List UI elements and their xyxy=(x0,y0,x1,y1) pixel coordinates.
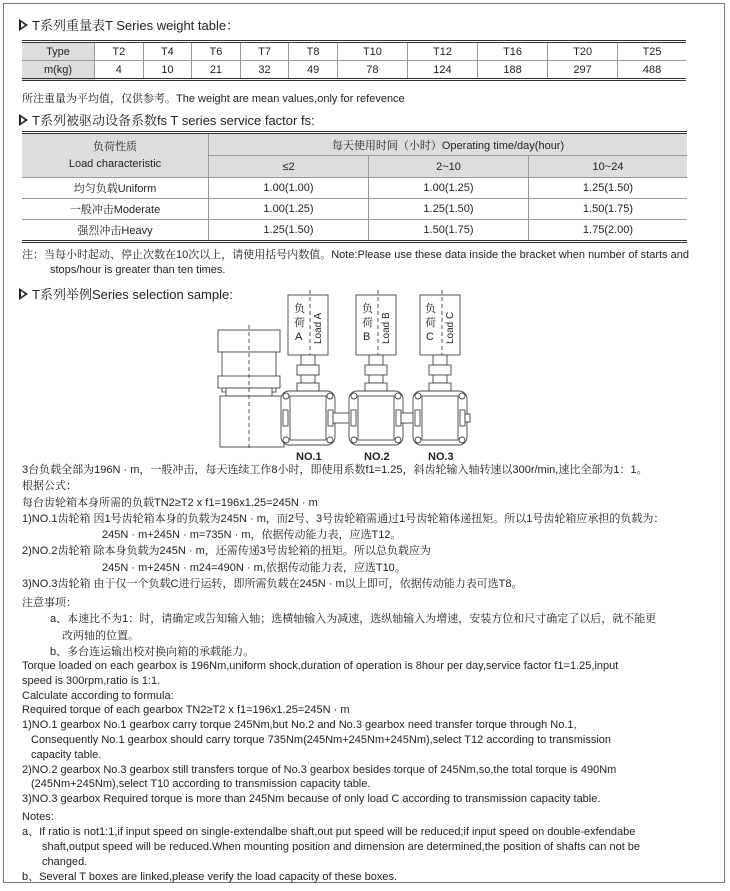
gearbox-body xyxy=(422,396,458,440)
weight-cell: 49 xyxy=(289,61,338,80)
load-label-en: Load A xyxy=(313,312,324,344)
load-label: 均匀负载Uniform xyxy=(22,178,209,199)
coupling xyxy=(429,365,451,375)
time-range-header: ≤2 xyxy=(209,156,369,178)
weight-cell: 4 xyxy=(95,61,144,80)
english-calculation: Torque loaded on each gearbox is 196Nm,uniform shock,duration of operation is 8hour per day,service factor f1=1.25,input speed is 300rpm,ratio is 1:1. Calculate according to formula: Required torque of each gearbox TN2≥T2 x f1=196x1.25=245N · m 1)NO.1 gearbox No.1 gearbox carry torque 245Nm,but No.2 and No.3 gearbox need transfer torque through No.1, Consequently No.1 gearbox should carry torque 735Nm(245Nm+245Nm+245Nm),select T12 according to transmission capacity table. 2)NO.2 gearbox No.3 gearbox still transfers torque of No.3 gearbox besides torque of 245Nm,so,the total torque is 490Nm (245Nm+245Nm),select T10 according to transmission capacity table. 3)NO.3 gearbox Required torque is more than 245Nm because of only load C according to transmission capacity table. xyxy=(22,660,619,806)
weight-cell: 124 xyxy=(407,61,477,80)
load-characteristic-header: 负荷性质 Load characteristic xyxy=(22,133,209,178)
weight-table xyxy=(22,40,686,81)
service-note: 注：当每小时起动、停止次数在10次以上，请使用括号内数值。Note:Please use these data inside the bracket when number of starts and stops/hour is greater than ten times. xyxy=(22,249,689,276)
shaft xyxy=(301,375,315,383)
factor-cell: 1.25(1.50) xyxy=(369,199,529,220)
weight-table-heading: T系列重量表T Series weight table： xyxy=(19,15,239,34)
type-row xyxy=(22,42,686,61)
connecting-shaft xyxy=(333,413,351,423)
flange xyxy=(365,383,387,391)
side-flange xyxy=(460,410,465,426)
type-cell: T4 xyxy=(143,42,192,61)
bolt-hole xyxy=(459,437,465,443)
factor-cell: 1.25(1.50) xyxy=(209,220,369,242)
shaft xyxy=(369,375,383,383)
load-label: 一般冲击Moderate xyxy=(22,199,209,220)
row-label: m(kg) xyxy=(22,61,95,80)
gearbox-body xyxy=(290,396,326,440)
factor-cell: 1.00(1.25) xyxy=(209,199,369,220)
side-flange xyxy=(351,410,356,426)
section-arrow-icon xyxy=(19,288,28,300)
motor-gear-housing xyxy=(220,396,284,447)
shaft xyxy=(433,375,447,383)
section-arrow-icon xyxy=(19,114,28,126)
factor-cell: 1.25(1.50) xyxy=(529,178,688,199)
side-flange xyxy=(396,410,401,426)
load-label-cn: 负 xyxy=(294,303,305,315)
type-cell: T25 xyxy=(618,42,686,61)
type-cell: T16 xyxy=(478,42,548,61)
load-label-cn: 负 xyxy=(362,303,373,315)
bolt-hole xyxy=(395,393,401,399)
load-letter: A xyxy=(295,331,303,343)
load-label-cn: 荷 xyxy=(294,317,305,329)
weight-cell: 297 xyxy=(548,61,618,80)
weight-cell: 488 xyxy=(618,61,686,80)
coupling xyxy=(297,365,319,375)
load-label-cn: 荷 xyxy=(425,317,436,329)
output-shaft xyxy=(465,414,470,422)
chinese-calculation: 3台负载全部为196N · m，一般冲击，每天连续工作8小时，即使用系数f1=1.25，斜齿轮输入轴转速以300r/min,速比全部为1：1。 根据公式： 每台齿轮箱本身所需的负载TN2≥T2 x f1=196x1.25=245N · m 1)NO.1齿轮箱 因1号齿轮箱本身的负载为245N · m，而2号、3号齿轮箱需通过1号齿轮箱体递扭矩。所以1号齿轮箱应承担的负载为： 245N · m+245N · m=735N · m，依据传动能力表，应选T12。 2)NO.2齿轮箱 除本身负载为245N · m，还需传递3号齿轮箱的扭矩。所以总负载应为 245N · m+245N · m24=490N · m,依据传动能力表，应选T10。 3)NO.3齿轮箱 由于仅一个负载C进行运转，即所需负载在245N · m以上即可，依据传动能力表可选T8。 xyxy=(22,464,665,591)
load-label-cn: 荷 xyxy=(362,317,373,329)
bolt-hole xyxy=(327,393,333,399)
type-cell: T10 xyxy=(337,42,407,61)
weight-cell: 21 xyxy=(192,61,241,80)
shaft xyxy=(433,355,447,365)
coupling xyxy=(365,365,387,375)
weight-cell: 78 xyxy=(337,61,407,80)
english-notes: Notes: a、If ratio is not1:1,if input speed on single-extendalbe shaft,out put speed will be reduced;if input speed on double-exfendabe shaft,output speed will be reduced.When mounting position and dimension are determined,the position of shafts can not be changed. b、Several T boxes are linked,please verify the load capacity of these boxes. xyxy=(22,811,641,883)
box-label: NO.2 xyxy=(364,451,390,462)
factor-cell: 1.50(1.75) xyxy=(369,220,529,242)
type-cell: T6 xyxy=(192,42,241,61)
operating-time-header: 每天使用时间（小时）Operating time/day(hour) xyxy=(209,133,688,156)
time-range-header: 10~24 xyxy=(529,156,688,178)
type-cell: T20 xyxy=(548,42,618,61)
box-label: NO.1 xyxy=(296,451,322,462)
load-letter: C xyxy=(426,331,434,343)
gearbox-chain-diagram xyxy=(200,290,495,462)
weight-note: 所注重量为平均值，仅供参考。The weight are mean values,only for refevence xyxy=(22,93,405,105)
box-label: NO.3 xyxy=(428,451,454,462)
side-flange xyxy=(283,410,288,426)
row-label: Type xyxy=(22,42,95,61)
type-cell: T2 xyxy=(95,42,144,61)
time-range-header: 2~10 xyxy=(369,156,529,178)
bolt-hole xyxy=(327,437,333,443)
bolt-hole xyxy=(459,393,465,399)
flange xyxy=(297,383,319,391)
sample-heading: T系列举例Series selection sample: xyxy=(19,284,233,303)
table-row xyxy=(22,178,687,199)
flange xyxy=(429,383,451,391)
type-cell: T7 xyxy=(240,42,289,61)
weight-cell: 10 xyxy=(143,61,192,80)
type-cell: T8 xyxy=(289,42,338,61)
section-arrow-icon xyxy=(19,19,28,31)
load-label-cn: 负 xyxy=(425,303,436,315)
factor-cell: 1.00(1.25) xyxy=(369,178,529,199)
weight-row xyxy=(22,61,686,80)
bolt-hole xyxy=(351,437,357,443)
factor-cell: 1.00(1.00) xyxy=(209,178,369,199)
side-flange xyxy=(415,410,420,426)
weight-cell: 188 xyxy=(478,61,548,80)
factor-cell: 1.75(2.00) xyxy=(529,220,688,242)
chinese-notes: 注意事项： a、本速比不为1：时，请确定或告知输入轴；选横轴输入为减速，选纵轴输入为增速，安装方位和尺寸确定了以后，就不能更 改两轴的位置。 b、多台连运输出校对换向箱的承载能力。 xyxy=(22,597,657,658)
shaft xyxy=(301,355,315,365)
bolt-hole xyxy=(283,393,289,399)
load-label-en: Load C xyxy=(445,311,456,344)
bolt-hole xyxy=(415,437,421,443)
service-factor-table xyxy=(22,131,687,243)
bolt-hole xyxy=(415,393,421,399)
table-row xyxy=(22,199,687,220)
service-table-heading: T系列被驱动设备系数fs T series service factor fs: xyxy=(19,110,315,129)
motor-drawing xyxy=(218,325,280,450)
bolt-hole xyxy=(283,437,289,443)
load-label-en: Load B xyxy=(381,312,392,344)
bolt-hole xyxy=(351,393,357,399)
weight-cell: 32 xyxy=(240,61,289,80)
load-letter: B xyxy=(363,331,371,343)
bolt-hole xyxy=(395,437,401,443)
table-row xyxy=(22,220,687,242)
load-label: 强烈冲击Heavy xyxy=(22,220,209,242)
factor-cell: 1.50(1.75) xyxy=(529,199,688,220)
side-flange xyxy=(328,410,333,426)
gearbox-body xyxy=(358,396,394,440)
shaft xyxy=(369,355,383,365)
type-cell: T12 xyxy=(407,42,477,61)
